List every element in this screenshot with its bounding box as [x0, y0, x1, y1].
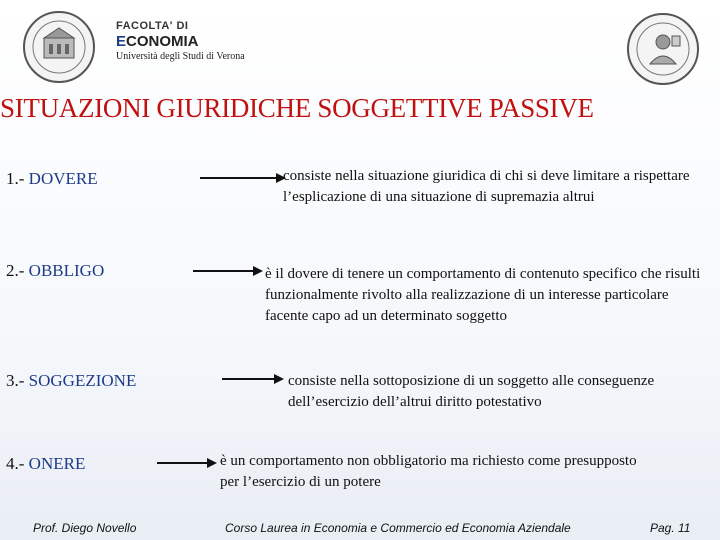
term-label: SOGGEZIONE — [28, 371, 137, 390]
term-number: 1.- — [6, 169, 25, 188]
faculty-line2 — [116, 33, 245, 50]
arrow-right-icon — [200, 172, 286, 184]
faculty-name: CONOMIA — [126, 33, 199, 50]
footer-page-number: Pag. 11 — [650, 521, 691, 535]
footer-course: Corso Laurea in Economia e Commercio ed Economia Aziendale — [225, 521, 571, 535]
term-number: 4.- — [6, 454, 25, 473]
arrow-right-icon — [157, 457, 217, 469]
term-number: 2.- — [6, 261, 25, 280]
faculty-line3: Università degli Studi di Verona — [116, 51, 245, 62]
term-label: OBBLIGO — [28, 261, 105, 280]
term-number: 3.- — [6, 371, 25, 390]
page-title: SITUAZIONI GIURIDICHE SOGGETTIVE PASSIVE — [0, 93, 594, 123]
faculty-initial: E — [116, 33, 127, 50]
faculty-line1: FACOLTA' DI — [116, 20, 189, 32]
term-soggezione — [6, 371, 136, 391]
term-label: ONERE — [28, 454, 86, 473]
faculty-logo — [116, 20, 245, 62]
university-seal-verona-icon — [22, 10, 96, 84]
arrow-right-icon — [222, 373, 284, 385]
term-label: DOVERE — [28, 169, 98, 188]
header — [0, 0, 720, 96]
term-obbligo — [6, 261, 104, 281]
definition-onere: è un comportamento non obbligatorio ma richiesto come presupposto per l’esercizio di un potere — [220, 453, 637, 490]
arrow-right-icon — [193, 265, 263, 277]
term-dovere — [6, 169, 98, 189]
definition-soggezione: consiste nella sottoposizione di un soggetto alle conseguenze dell’esercizio dell’altrui diritto potestativo — [288, 373, 655, 410]
university-seal-vicenza-icon — [626, 12, 700, 86]
footer-author: Prof. Diego Novello — [33, 521, 137, 535]
definition-obbligo: è il dovere di tenere un comportamento di contenuto specifico che risulti funzionalmente rivolto alla realizzazione di un interesse particolare facente capo ad un determinato soggetto — [265, 266, 701, 324]
term-onere — [6, 454, 85, 474]
definition-dovere: consiste nella situazione giuridica di chi si deve limitare a rispettare l’esplicazione di una situazione di supremazia altrui — [283, 168, 690, 205]
